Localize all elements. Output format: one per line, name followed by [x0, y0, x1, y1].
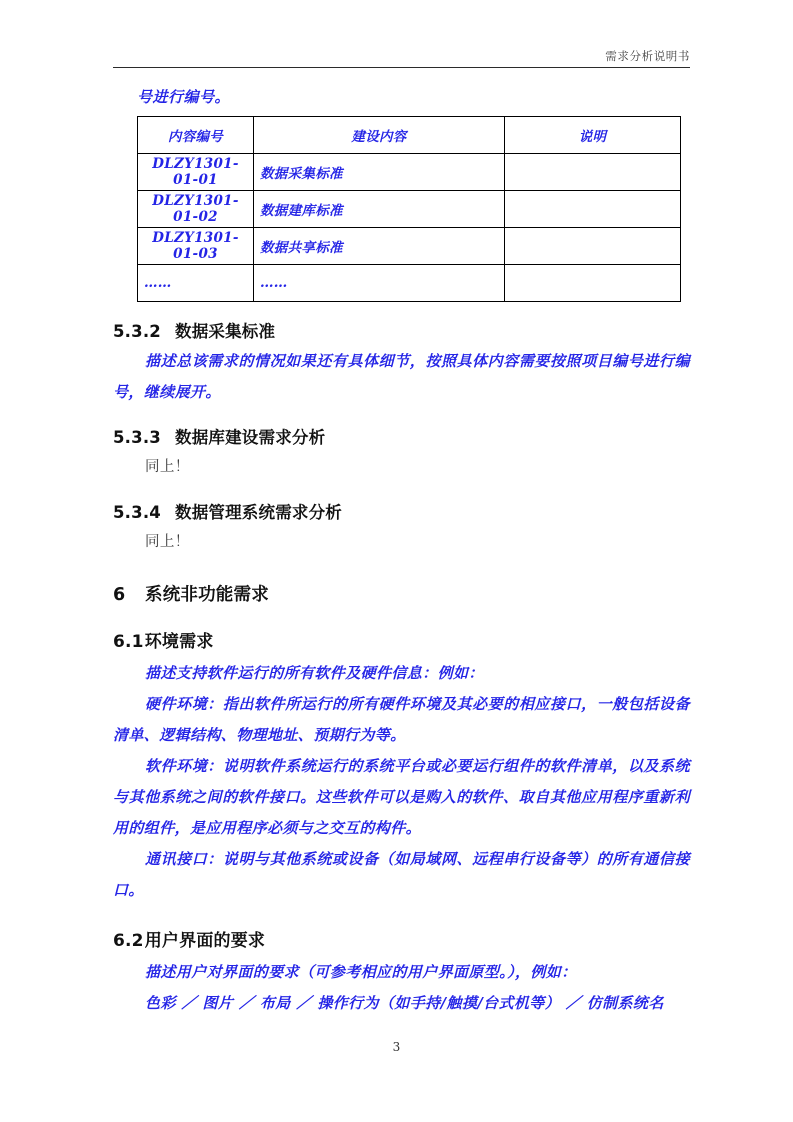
page-header	[113, 48, 690, 68]
table-row	[138, 265, 681, 302]
paragraph-6-2-intro: 描述用户对界面的要求（可参考相应的用户界面原型。），例如：	[145, 963, 577, 981]
table-row	[138, 154, 681, 191]
paragraph-software-environment	[113, 751, 690, 844]
paragraph-5-3-4-body: 同上！	[145, 534, 190, 550]
heading-6-title: 系统非功能需求	[145, 585, 269, 605]
table-row	[138, 228, 681, 265]
table-cell-code: DLZY1301-01-01	[138, 154, 254, 191]
heading-5-3-2-number: 5.3.2	[113, 322, 161, 341]
paragraph-5-3-3-body: 同上！	[145, 459, 190, 475]
heading-6-2-number: 6.2	[113, 931, 144, 951]
paragraph-6-2-list-line: 色彩 ／ 图片 ／ 布局 ／ 操作行为（如手持/触摸/台式机等） ／ 仿制系统名	[145, 994, 664, 1012]
heading-6-1	[113, 631, 690, 654]
paragraph-6-1-intro: 描述支持软件运行的所有软件及硬件信息：例如：	[145, 664, 484, 682]
table-cell-content: 数据建库标准	[254, 191, 505, 228]
communication-interface-label: 通讯接口：	[145, 850, 223, 868]
heading-6	[113, 583, 690, 607]
table-cell-code: DLZY1301-01-02	[138, 191, 254, 228]
build-content-table	[137, 116, 681, 302]
software-environment-label: 软件环境：	[145, 757, 223, 775]
table-header-row	[138, 117, 681, 154]
heading-6-1-title: 环境需求	[144, 632, 214, 652]
page-number: 3	[392, 1040, 401, 1054]
heading-5-3-3-title: 数据库建设需求分析	[175, 428, 326, 447]
hardware-environment-label: 硬件环境：	[145, 695, 223, 713]
heading-6-number: 6	[113, 585, 126, 605]
paragraph-communication-interface	[113, 844, 690, 906]
table-cell-note	[505, 265, 681, 302]
heading-5-3-2	[113, 321, 690, 343]
table-header-cell-code: 内容编号	[138, 117, 254, 154]
paragraph-hardware-environment	[113, 689, 690, 751]
header-title: 需求分析说明书	[605, 49, 690, 63]
heading-6-1-number: 6.1	[113, 632, 144, 652]
table-cell-content: ……	[254, 265, 505, 302]
table-cell-note	[505, 191, 681, 228]
heading-6-2-title: 用户界面的要求	[144, 931, 266, 951]
header-divider	[113, 67, 690, 68]
heading-5-3-2-title: 数据采集标准	[175, 322, 276, 341]
table-cell-note	[505, 154, 681, 191]
document-body	[113, 84, 690, 1019]
table-row	[138, 191, 681, 228]
software-environment-body: 说明软件系统运行的系统平台或必要运行组件的软件清单，以及系统与其他系统之间的软件接口。这些软件可以是购入的软件、取自其他应用程序重新利用的组件，是应用程序必须与之交互的构件。	[113, 757, 690, 837]
communication-interface-body: 说明与其他系统或设备（如局域网、远程串行设备等）的所有通信接口。	[113, 850, 690, 899]
table-cell-code: ……	[138, 265, 254, 302]
table-header-cell-note: 说明	[505, 117, 681, 154]
heading-6-2	[113, 930, 690, 953]
table-cell-code: DLZY1301-01-03	[138, 228, 254, 265]
page-footer	[0, 1040, 793, 1054]
table-cell-note	[505, 228, 681, 265]
heading-5-3-4	[113, 502, 690, 524]
table-cell-content: 数据采集标准	[254, 154, 505, 191]
table-cell-content: 数据共享标准	[254, 228, 505, 265]
heading-5-3-4-number: 5.3.4	[113, 503, 161, 522]
table-header-cell-content: 建设内容	[254, 117, 505, 154]
hardware-environment-body: 指出软件所运行的所有硬件环境及其必要的相应接口，一般包括设备清单、逻辑结构、物理地址、预期行为等。	[113, 695, 690, 744]
continuation-line: 号进行编号。	[137, 88, 231, 106]
paragraph-5-3-2-body: 描述总该需求的情况如果还有具体细节，按照具体内容需要按照项目编号进行编号，继续展开。	[113, 352, 690, 401]
heading-5-3-3	[113, 427, 690, 449]
heading-5-3-4-title: 数据管理系统需求分析	[175, 503, 342, 522]
heading-5-3-3-number: 5.3.3	[113, 428, 161, 447]
